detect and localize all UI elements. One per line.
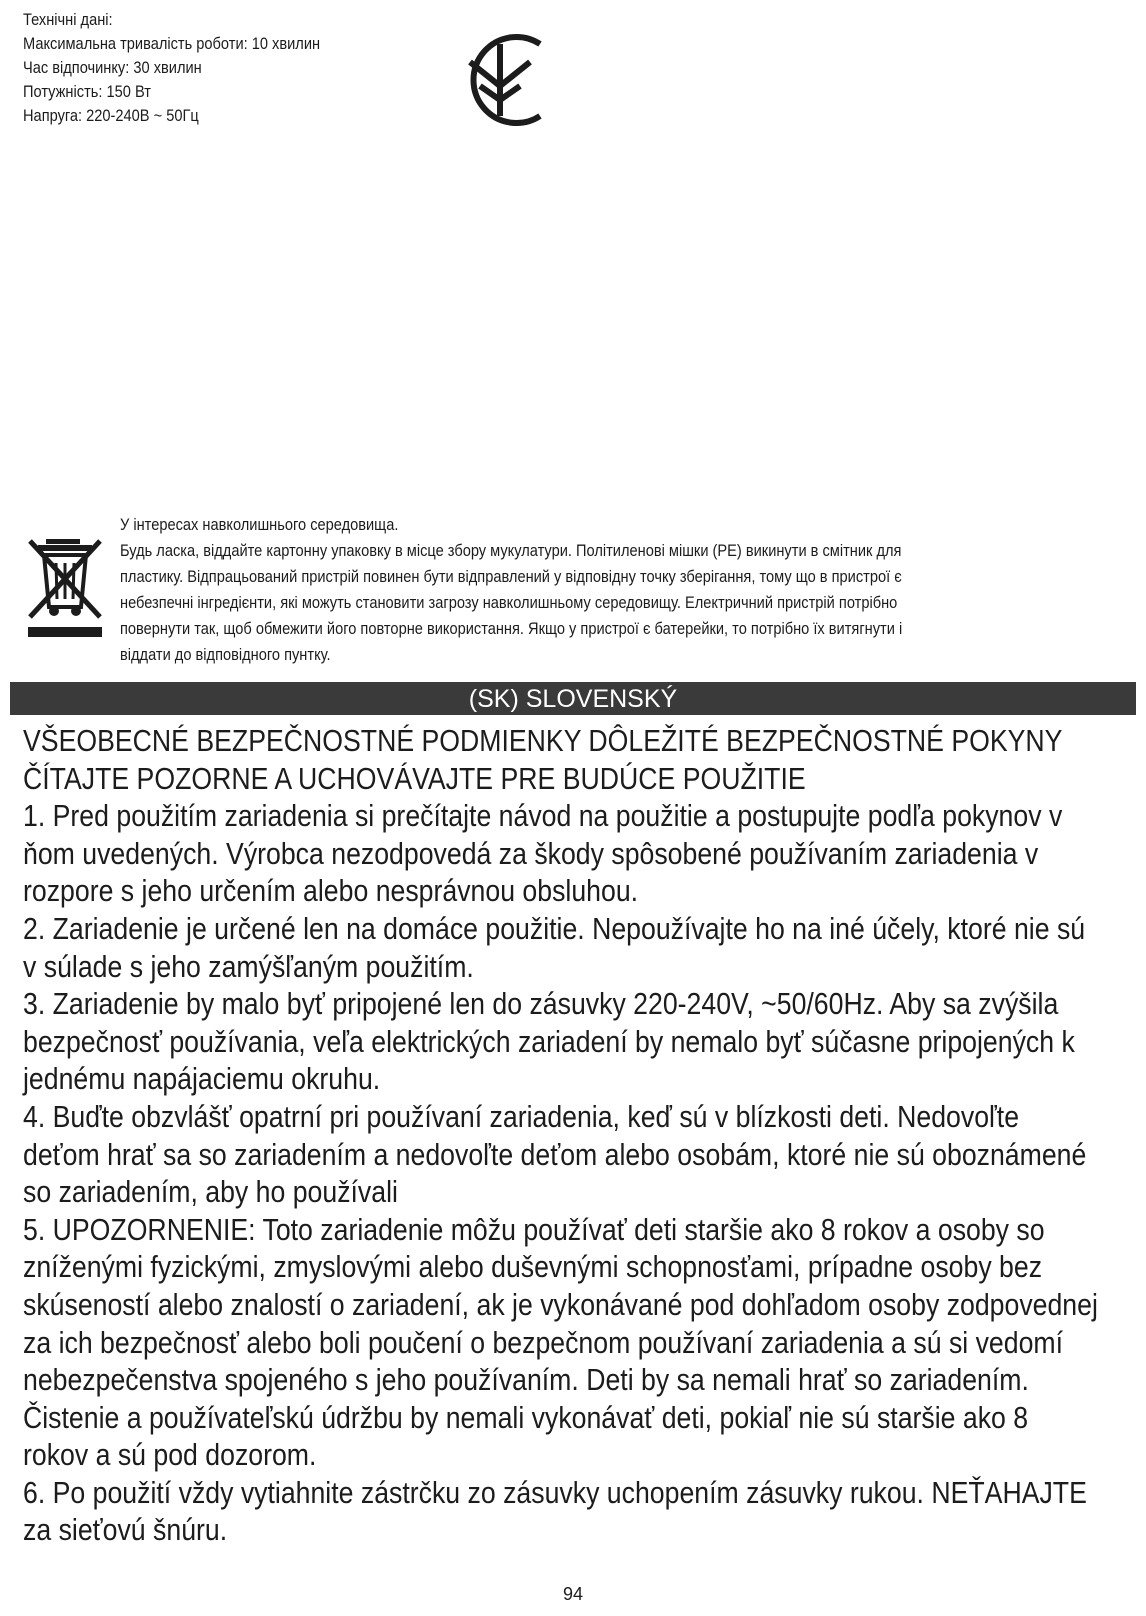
instruction-line: 1. Pred použitím zariadenia si prečítajte návod na použitie a postupujte podľa pokynov v [23,798,1063,834]
env-line: небезпечні інгредієнти, які можуть становити загрозу навколишньому середовищу. Електричний пристрій потрібно [120,593,898,612]
instruction-line: rozpore s jeho určením alebo nesprávnou obsluhou. [23,873,639,909]
instruction-line: nebezpečenstva spojeného s jeho používaním. Deti by sa nemali hrať so zariadením. [23,1362,1029,1398]
spec-rest-time: Час відпочинку: 30 хвилин [23,58,202,77]
instruction-line: bezpečnosť používania, veľa elektrických zariadení by nemalo byť súčasne pripojených k [23,1023,1075,1059]
env-line: віддати до відповідного пунтку. [120,645,331,664]
crossed-out-wheelie-bin-icon [26,535,104,639]
spec-voltage: Напруга: 220-240В ~ 50Гц [23,106,199,125]
instruction-line: 6. Po použití vždy vytiahnite zástrčku zo zásuvky uchopením zásuvky rukou. NEŤAHAJTE [23,1474,1087,1510]
instruction-line: za ich bezpečnosť alebo boli poučení o bezpečnom používaní zariadenia a sú si vedomí [23,1324,1064,1360]
instruction-line: 3. Zariadenie by malo byť pripojené len do zásuvky 220-240V, ~50/60Hz. Aby sa zvýšila [23,986,1059,1022]
ukrainian-conformity-mark-icon [452,30,548,130]
language-section-bar [10,682,1136,715]
safety-instructions [23,722,1146,1549]
instruction-line: 4. Buďte obzvlášť opatrní pri používaní zariadenia, keď sú v blízkosti deti. Nedovoľte [23,1098,1020,1134]
page-number: 94 [562,1584,584,1604]
instruction-line: 5. UPOZORNENIE: Toto zariadenie môžu používať deti staršie ako 8 rokov a osoby so [23,1211,1045,1247]
instruction-line: za sieťovú šnúru. [23,1512,228,1548]
language-label: (SK) SLOVENSKÝ [468,685,678,713]
spec-power: Потужність: 150 Вт [23,82,151,101]
instruction-line: v súlade s jeho zamýšľaným použitím. [23,948,474,984]
spec-max-runtime: Максимальна тривалість роботи: 10 хвилин [23,34,321,53]
instruction-line: zníženými fyzickými, zmyslovými alebo duševnými schopnosťami, prípadne osoby bez [23,1249,1043,1285]
instruction-line: skúseností alebo znalostí o zariadení, ak je vykonávané pod dohľadom osoby zodpovednej [23,1286,1098,1322]
section-heading: ČÍTAJTE POZORNE A UCHOVÁVAJTE PRE BUDÚCE POUŽITIE [23,760,806,796]
technical-specs [23,8,443,128]
section-heading: VŠEOBECNÉ BEZPEČNOSTNÉ PODMIENKY DÔLEŽITÉ BEZPEČNOSTNÉ POKYNY [23,723,1063,758]
env-line: повернути так, щоб обмежити його повторне використання. Якщо у пристрої є батерейки, то потрібно їх витягнути і [120,619,903,638]
instruction-line: Čistenie a používateľskú údržbu by nemali vykonávať deti, pokiaľ nie sú staršie ako 8 [23,1399,1029,1435]
instruction-line: rokov a sú pod dozorom. [23,1437,317,1473]
instruction-line: so zariadením, aby ho používali [23,1174,398,1210]
env-line: У інтересах навколишнього середовища. [120,515,399,534]
instruction-line: jednému napájaciemu okruhu. [23,1061,381,1097]
environment-notice [120,512,1146,668]
env-line: Будь ласка, віддайте картонну упаковку в місце збору мукулатури. Політиленові мішки (PE) викинути в смітник для [120,541,902,560]
specs-heading: Технічні дані: [23,10,113,29]
instruction-line: deťom hrať sa so zariadením a nedovoľte deťom alebo osobám, ktoré nie sú oboznámené [23,1136,1087,1172]
instruction-line: 2. Zariadenie je určené len na domáce použitie. Nepoužívajte ho na iné účely, ktoré nie sú [23,910,1086,946]
env-line: пластику. Відпрацьований пристрій повинен бути відправлений у відповідну точку зберігання, тому що в пристрої є [120,567,902,586]
instruction-line: ňom uvedených. Výrobca nezodpovedá za škody spôsobené používaním zariadenia v [23,835,1039,871]
